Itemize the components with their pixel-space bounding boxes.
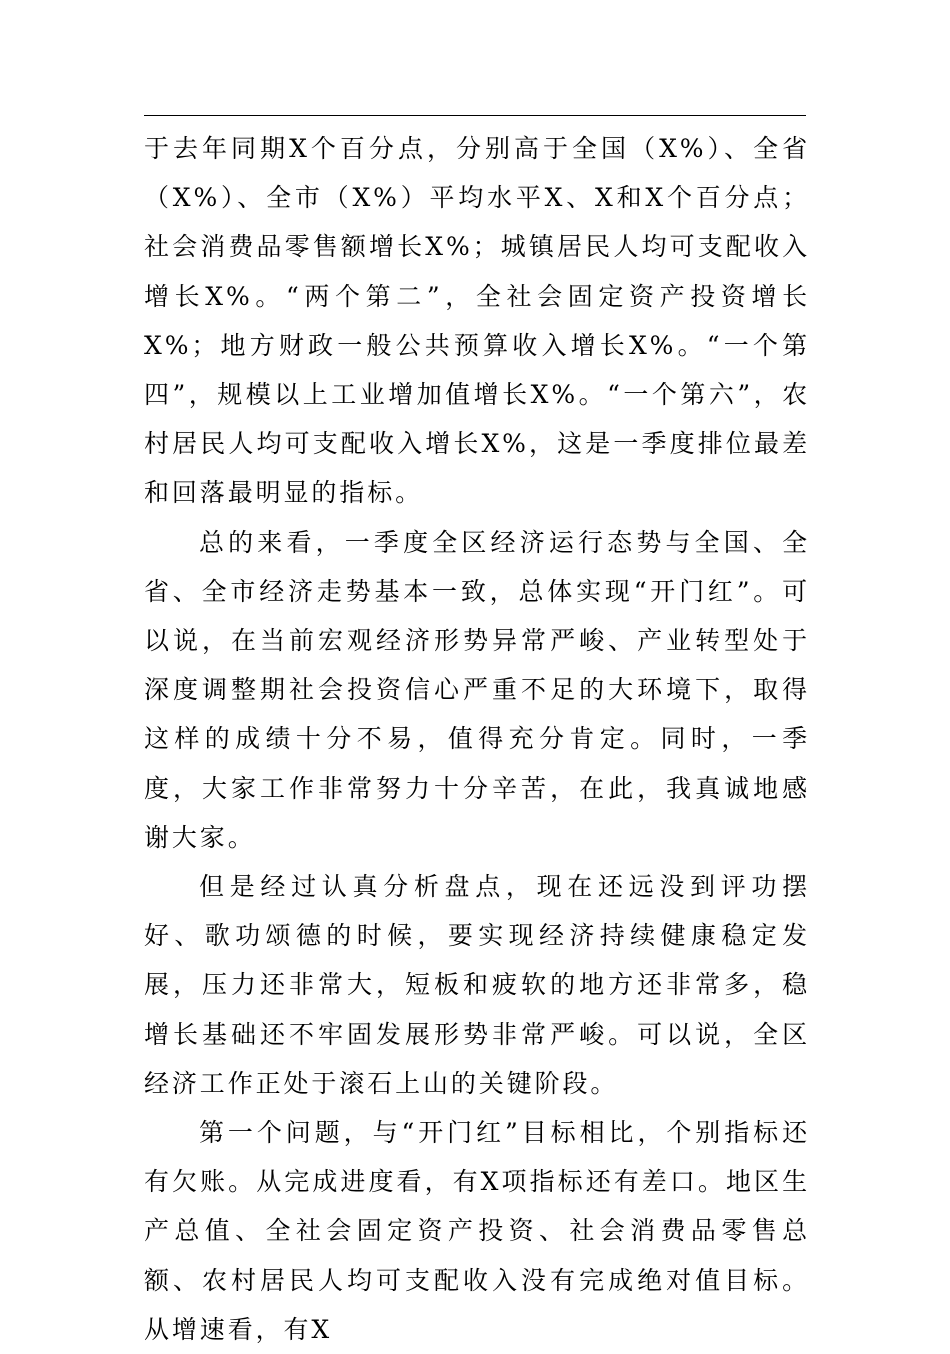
- paragraph-overall-assessment: 总的来看，一季度全区经济运行态势与全国、全省、全市经济走势基本一致，总体实现“开门红”。可以说，在当前宏观经济形势异常严峻、产业转型处于深度调整期社会投资信心严重不足的大环境下，取得这样的成绩十分不易，值得充分肯定。同时，一季度，大家工作非常努力十分辛苦，在此，我真诚地感谢大家。: [144, 527, 810, 852]
- document-body: [144, 124, 810, 1354]
- paragraph-indicators-summary: 于去年同期X个百分点，分别高于全国（X%）、全省（X%）、全市（X%）平均水平X、X和X个百分点；社会消费品零售额增长X%；城镇居民人均可支配收入增长X%。“两个第二”，全社会固定资产投资增长X%；地方财政一般公共预算收入增长X%。“一个第四”，规模以上工业增加值增长X%。“一个第六”，农村居民人均可支配收入增长X%，这是一季度排位最差和回落最明显的指标。: [144, 134, 810, 508]
- header-rule: [144, 115, 806, 116]
- paragraph-pressure-analysis: 但是经过认真分析盘点，现在还远没到评功摆好、歌功颂德的时候，要实现经济持续健康稳定发展，压力还非常大，短板和疲软的地方还非常多，稳增长基础还不牢固发展形势非常严峻。可以说，全区经济工作正处于滚石上山的关键阶段。: [144, 872, 810, 1098]
- paragraph-first-problem: 第一个问题，与“开门红”目标相比，个别指标还有欠账。从完成进度看，有X项指标还有差口。地区生产总值、全社会固定资产投资、社会消费品零售总额、农村居民人均可支配收入没有完成绝对值目标。从增速看，有X: [144, 1118, 810, 1344]
